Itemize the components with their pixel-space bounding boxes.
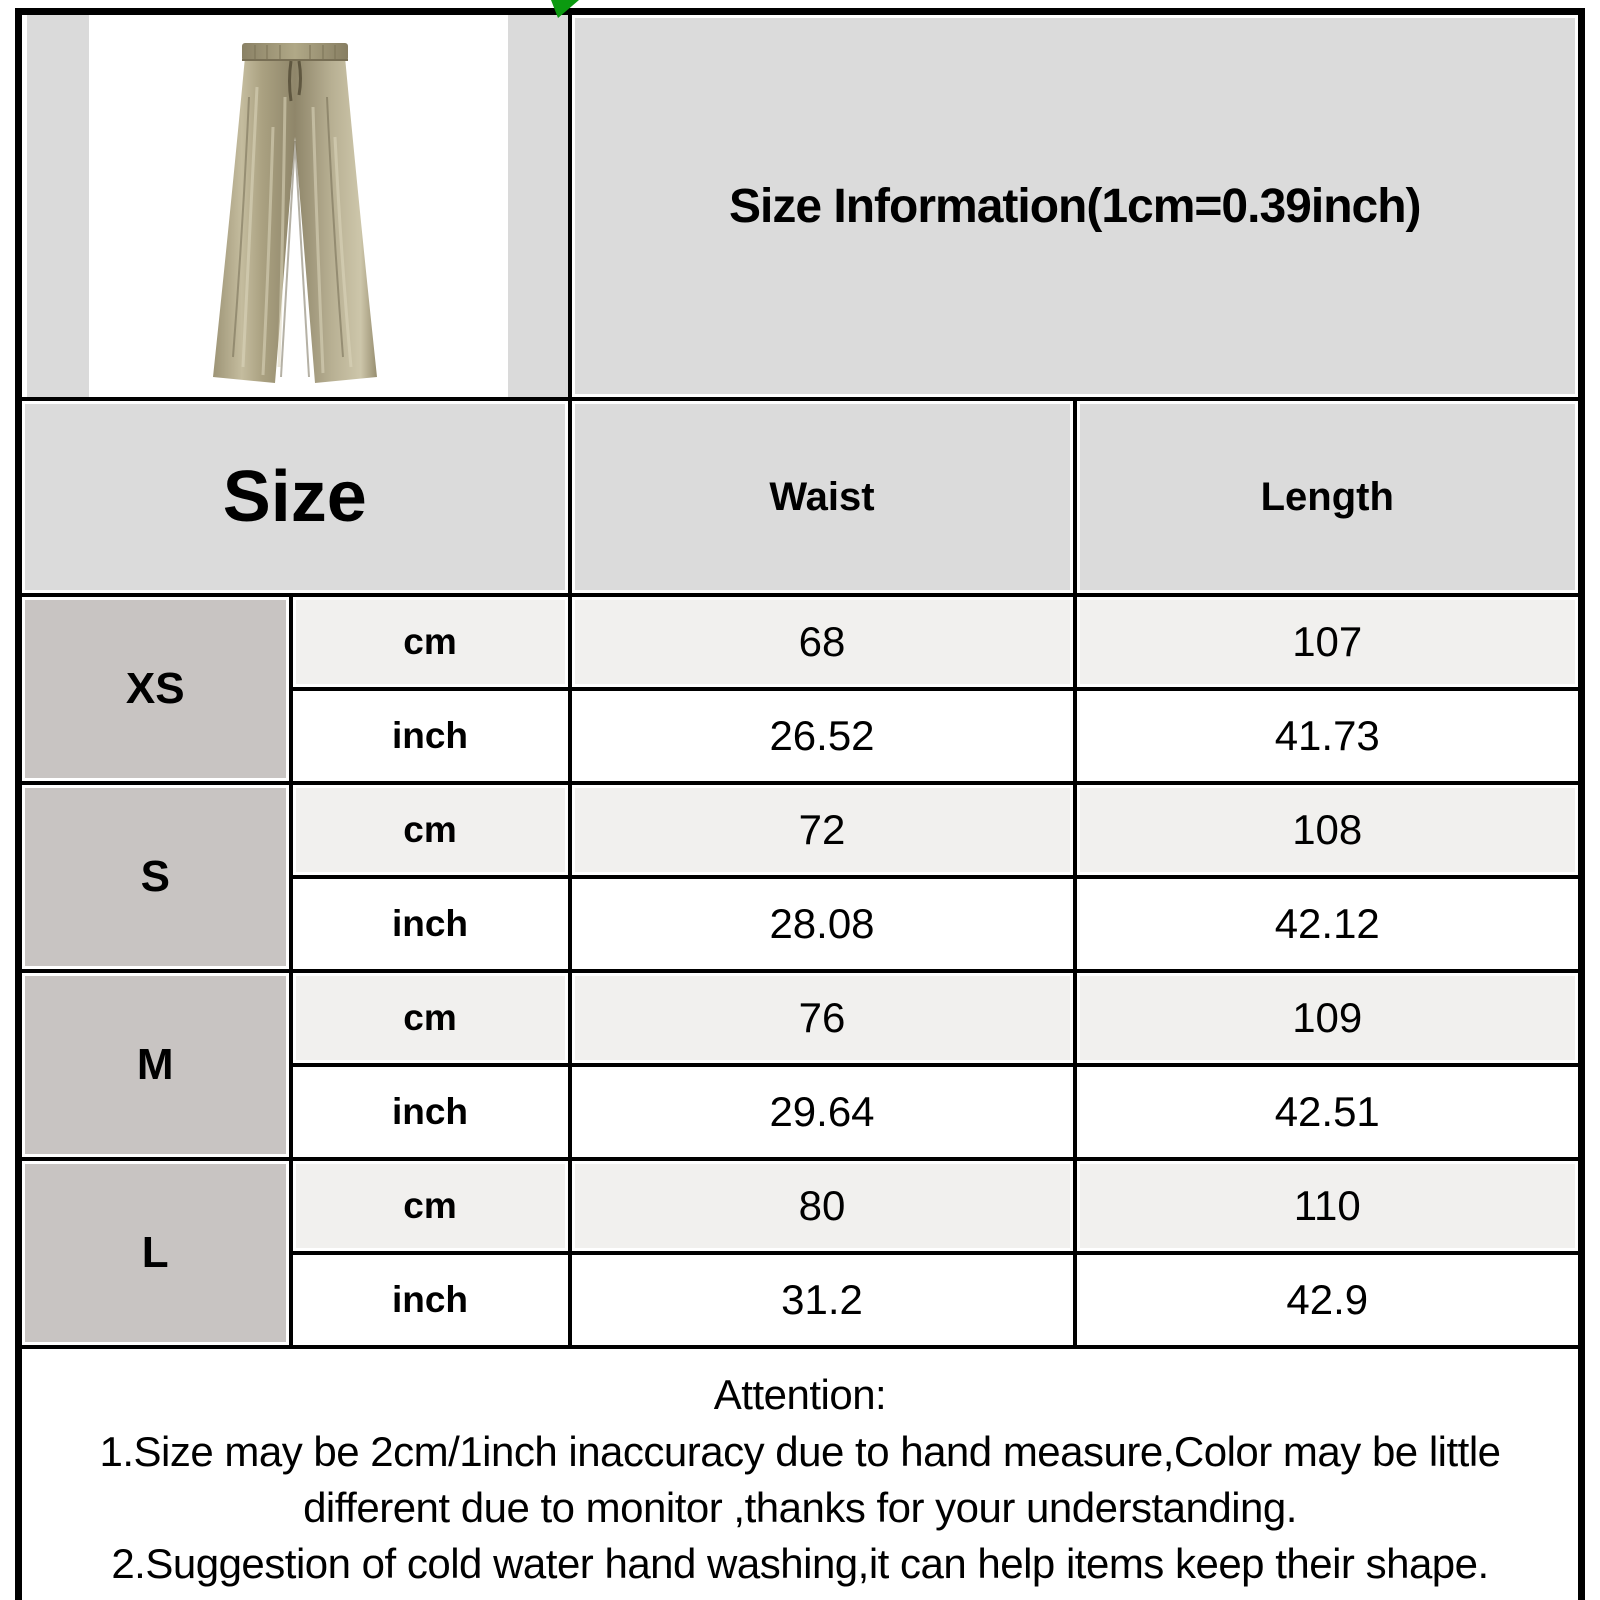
row-m-cm xyxy=(19,971,1582,1065)
pants-photo xyxy=(185,37,405,394)
green-corner-marker xyxy=(551,0,579,18)
s-cm-waist: 72 xyxy=(570,783,1075,877)
unit-inch: inch xyxy=(291,1253,570,1347)
xs-cm-length: 107 xyxy=(1075,595,1582,689)
l-inch-length: 42.9 xyxy=(1075,1253,1582,1347)
xs-cm-waist: 68 xyxy=(570,595,1075,689)
unit-cm: cm xyxy=(291,783,570,877)
size-label-s: S xyxy=(19,783,291,971)
attention-row xyxy=(19,1347,1582,1600)
row-s-cm xyxy=(19,783,1582,877)
l-inch-waist: 31.2 xyxy=(570,1253,1075,1347)
size-label-l: L xyxy=(19,1159,291,1347)
size-label-xs: XS xyxy=(19,595,291,783)
s-cm-length: 108 xyxy=(1075,783,1582,877)
m-inch-length: 42.51 xyxy=(1075,1065,1582,1159)
s-inch-waist: 28.08 xyxy=(570,877,1075,971)
attention-notes xyxy=(19,1347,1582,1600)
unit-cm: cm xyxy=(291,971,570,1065)
attention-heading: Attention: xyxy=(713,1371,887,1419)
xs-inch-length: 41.73 xyxy=(1075,689,1582,783)
m-cm-waist: 76 xyxy=(570,971,1075,1065)
unit-inch: inch xyxy=(291,877,570,971)
attention-note-2: 2.Suggestion of cold water hand washing,it can help items keep their shape. xyxy=(111,1540,1489,1588)
unit-cm: cm xyxy=(291,1159,570,1253)
image-left-gray-bar xyxy=(27,15,89,397)
m-cm-length: 109 xyxy=(1075,971,1582,1065)
top-row xyxy=(19,12,1582,400)
image-right-gray-bar xyxy=(508,15,568,397)
waist-column-header: Waist xyxy=(570,399,1075,595)
unit-inch: inch xyxy=(291,689,570,783)
size-label-m: M xyxy=(19,971,291,1159)
unit-inch: inch xyxy=(291,1065,570,1159)
size-chart-table xyxy=(15,8,1585,1600)
s-inch-length: 42.12 xyxy=(1075,877,1582,971)
m-inch-waist: 29.64 xyxy=(570,1065,1075,1159)
size-column-header: Size xyxy=(19,399,570,595)
unit-cm: cm xyxy=(291,595,570,689)
size-information-title: Size Information(1cm=0.39inch) xyxy=(570,12,1582,400)
row-l-cm xyxy=(19,1159,1582,1253)
attention-note-1: 1.Size may be 2cm/1inch inaccuracy due to hand measure,Color may be little different due to monitor ,thanks for your understanding. xyxy=(99,1427,1501,1531)
product-image-cell xyxy=(19,12,570,400)
row-xs-cm xyxy=(19,595,1582,689)
l-cm-waist: 80 xyxy=(570,1159,1075,1253)
xs-inch-waist: 26.52 xyxy=(570,689,1075,783)
length-column-header: Length xyxy=(1075,399,1582,595)
l-cm-length: 110 xyxy=(1075,1159,1582,1253)
column-header-row xyxy=(19,399,1582,595)
